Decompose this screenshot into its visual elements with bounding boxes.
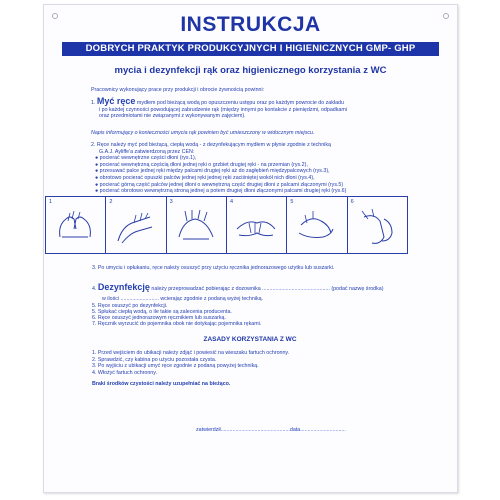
hands-back-rub-icon [112, 207, 158, 249]
step-2 [106, 197, 166, 253]
list-item: 2. Sprawdzić, czy kabina po użyciu pozostała czysta. [92, 356, 217, 363]
subtitle: mycia i dezynfekcji rąk oraz higienicznego korzystania z WC [114, 65, 387, 76]
item-1-text-a: mydłem pod bieżącą wodą po opuszczeniu ustępu oraz po każdym powrocie do zakładu [136, 100, 344, 106]
list-item: 4. Włożyć fartuch ochronny. [92, 369, 157, 376]
step-number: 2 [109, 199, 113, 205]
hands-palm-rotation-icon [354, 207, 400, 249]
item-2-line-1: 2. Ręce należy myć pod bieżącą, ciepłą wodą - z dezynfekującym mydłem w płynie zgodnie z techniką [91, 142, 331, 148]
intro-text: Pracownicy wykonujący prace przy produkcji i obrocie żywnością powinni: [91, 87, 265, 93]
item-1 [91, 98, 441, 120]
step-number: 1 [49, 199, 53, 205]
step-number: 3 [169, 199, 173, 205]
list-item: ● pocierać obrotowo wewnętrzną stroną jednej a potem drugiej dłoni złączonymi palcami drugiej ręki (rys.6) [95, 188, 347, 195]
agent-name-field[interactable]: .............................................. [262, 286, 330, 292]
approved-field[interactable]: ............................................... [220, 427, 290, 433]
bullet-list [91, 155, 441, 195]
item-4-line-2 [102, 296, 263, 303]
item-7: 7. Ręcznik wyrzucić do pojemnika obok nie dotykając pojemnika rękami. [92, 321, 262, 327]
item-3: 3. Po umyciu i opłukaniu, ręce należy osuszyć przy użyciu ręcznika jednorazowego użytku lub suszarki. [92, 265, 335, 271]
list-item: ● pocierać wewnętrzne części dłoni (rys.1), [95, 155, 197, 162]
wc-rules-list [92, 350, 392, 376]
hands-fingertips-icon [233, 207, 279, 249]
step-6 [348, 197, 407, 253]
date-field[interactable]: ............................... [300, 427, 346, 433]
step-1 [46, 197, 106, 253]
item-2-line-2: G.A.J. Ayliffe'a zatwierdzoną przez CEN: [99, 148, 195, 155]
item-5: 5. Ręce osuszyć po dezynfekcji. [92, 303, 168, 309]
wc-rules-title: ZASADY KORZYSTANIA Z WC [203, 336, 297, 343]
item-1-title: Myć ręce [96, 96, 136, 106]
list-item: 1. Przed wejściem do ubikacji należy zdjąć i powiesić na wieszaku fartuch ochronny. [92, 350, 290, 356]
item-2 [91, 142, 441, 195]
item-1-text-b: i po każdej czynności powodującej zabrudzenie rąk (między innymi po kontakcie z pieniędzmi, odpadkami [99, 106, 347, 113]
item-4-line-2-text: wcierając zgodnie z podaną wyżej techniką. [160, 296, 264, 302]
note-text: Napis informujący o konieczności umycia rąk powinien być umieszczony w widocznym miejscu. [91, 130, 315, 136]
item-4 [92, 284, 412, 293]
step-3 [167, 197, 227, 253]
step-5 [287, 197, 347, 253]
step-4 [227, 197, 287, 253]
item-4-number: 4. [92, 286, 97, 292]
header-band: DOBRYCH PRAKTYK PRODUKCYJNYCH I HIGIENICZNYCH GMP- GHP [62, 42, 439, 56]
hands-thumb-rub-icon [293, 207, 339, 249]
item-4-text-b: (podać nazwę środka) [331, 286, 384, 292]
step-number: 4 [229, 199, 234, 205]
hands-interlaced-icon [173, 207, 219, 249]
approved-label: zatwierdził [196, 427, 221, 433]
item-5b: 5. Spłukać ciepłą wodą, o ile takie są zalecenia producenta. [92, 309, 232, 315]
item-1-number: 1. [91, 100, 96, 106]
list-item: ● pocierać wewnętrzną częścią dłoni jednej ręki o grzbiet drugiej ręki - na przemian (rys.2), [95, 161, 308, 168]
list-item: ● obrotowo pocierać opuszki palców jednej ręki jednej ręki zaciśniętej wokół nich dłoni (rys.4), [95, 174, 315, 181]
list-item: 3. Po wyjściu z ubikacji umyć ręce zgodnie z podaną powyżej techniką. [92, 363, 259, 370]
item-6: 6. Ręce osuszyć jednorazowym ręcznikiem lub suszarką. [92, 315, 226, 321]
step-number: 6 [350, 199, 354, 205]
page-title: INSTRUKCJA [180, 13, 321, 36]
list-item: ● pocierać górną część palców jednej dłoni o wewnętrzną część drugiej dłoni z palcami złączonymi (rys.5) [95, 181, 344, 188]
date-label: data [289, 427, 301, 433]
list-item: ● przesuwać palce jednej ręki między palcami drugiej ręki aż do zagłębień międzypalcowych (rys.3), [95, 168, 330, 175]
hands-palm-to-palm-icon [52, 207, 98, 249]
amount-label: w ilości [102, 296, 120, 302]
item-4-title: Dezynfekcję [97, 282, 150, 292]
item-1-text-c: oraz przedmiotami nie związanymi z wykonywanym zajęciem). [99, 113, 246, 120]
step-number: 5 [290, 199, 294, 205]
item-4-text-a: należy przeprowadzać pobierając z dozownika [151, 286, 261, 292]
wc-rules-footer: Braki środków czystości należy uzupełniać na bieżąco. [92, 381, 231, 387]
handwash-steps [45, 196, 408, 254]
amount-field[interactable]: .......................... [120, 296, 159, 302]
signature-line [196, 427, 346, 434]
